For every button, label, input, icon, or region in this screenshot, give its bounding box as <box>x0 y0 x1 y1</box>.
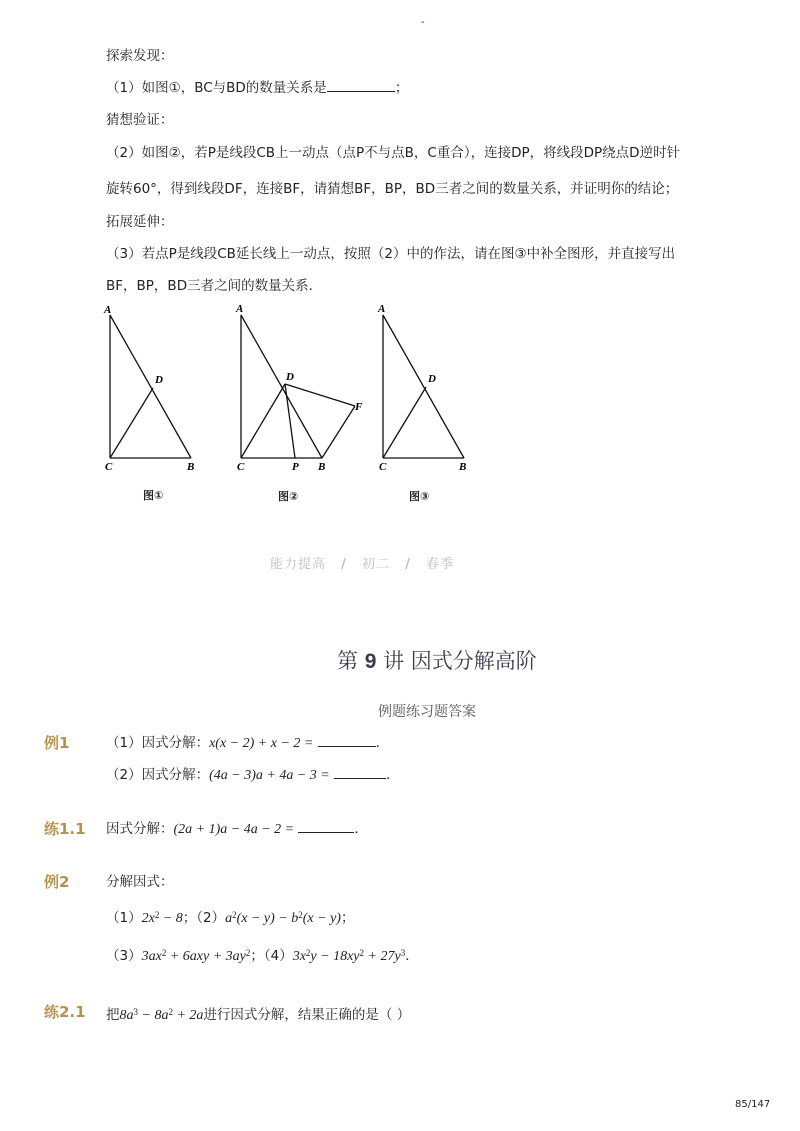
example-2-row-2 <box>106 947 419 966</box>
problem-end: ． <box>386 767 400 783</box>
part-number: （1） <box>106 910 142 926</box>
figure-2-triangle <box>241 315 355 458</box>
header-mark: - <box>421 17 425 28</box>
problem-prefix: （1）因式分解： <box>106 735 210 751</box>
figure-3-caption: 图③ <box>409 490 430 503</box>
extend-heading: 拓展延伸： <box>106 214 174 230</box>
problem-suffix: 进行因式分解，结果正确的是（ ） <box>203 1007 411 1023</box>
example-1-label: 例1 <box>44 734 70 752</box>
question-3-line-2: BF，BP，BD三者之间的数量关系． <box>106 278 323 294</box>
practice-2-1 <box>106 1006 410 1025</box>
problem-end: ． <box>375 735 390 751</box>
separator: ； <box>340 910 355 926</box>
fig3-label-b: B <box>459 461 467 473</box>
page-number: 85/147 <box>735 1099 771 1110</box>
breadcrumb-level: 能力提高 <box>270 557 327 572</box>
fig2-label-b: B <box>318 461 326 473</box>
verify-heading: 猜想验证： <box>106 112 174 128</box>
lecture-title-prefix: 第 <box>337 649 358 673</box>
math-expression: x(x − 2) + x − 2 = <box>209 736 314 751</box>
lecture-title-suffix: 讲 因式分解高阶 <box>383 649 537 673</box>
fig3-label-c: C <box>379 461 387 473</box>
problem-end: ． <box>405 948 419 964</box>
practice-1-1-label: 练1.1 <box>44 820 86 838</box>
breadcrumb-season: 春季 <box>426 557 455 572</box>
example-2-label: 例2 <box>44 873 70 891</box>
math-expression: $a^2(x - y) - b^2(x - y)$ <box>225 910 341 926</box>
part-number: （3） <box>106 948 142 964</box>
figure-1-caption: 图① <box>143 489 164 502</box>
explore-heading: 探索发现： <box>106 48 174 64</box>
question-1 <box>106 79 408 97</box>
question-1-text: （1）如图①，BC与BD的数量关系是 <box>106 80 327 96</box>
fig2-label-f: F <box>355 401 363 413</box>
fig1-label-c: C <box>105 461 113 473</box>
example-1-part-1 <box>106 734 389 753</box>
figure-2-caption: 图② <box>278 490 299 503</box>
math-expression: (2a + 1)a − 4a − 2 = <box>173 822 295 837</box>
separator: ； <box>250 948 264 964</box>
example-2-row-1 <box>106 909 354 928</box>
math-expression: (4a − 3)a + 4a − 3 = <box>209 768 330 783</box>
math-expression: $8a^3 - 8a^2 + 2a$ <box>119 1007 204 1023</box>
practice-1-1 <box>106 820 368 839</box>
lecture-subtitle: 例题练习题答案 <box>378 704 476 720</box>
problem-prefix: （2）因式分解： <box>106 767 210 783</box>
figure-1-triangle <box>110 315 191 458</box>
part-number: （4） <box>263 948 293 964</box>
fig2-label-p: P <box>292 461 299 473</box>
fig1-label-d: D <box>155 374 163 386</box>
fig1-label-a: A <box>104 304 112 316</box>
question-2-line-1: （2）如图②，若P是线段CB上一动点（点P不与点B，C重合），连接DP，将线段DP绕点D逆时针 <box>106 145 681 161</box>
question-1-end: ； <box>394 80 409 96</box>
lecture-title <box>337 645 537 675</box>
math-expression: $3ax^2 + 6axy + 3ay^2$ <box>141 948 251 964</box>
problem-prefix: 因式分解： <box>106 821 174 837</box>
question-3-line-1: （3）若点P是线段CB延长线上一动点，按照（2）中的作法，请在图③中补全图形，并直接写出 <box>106 246 676 262</box>
fig3-label-a: A <box>378 303 386 315</box>
fig2-label-c: C <box>237 461 245 473</box>
math-expression: $2x^2 - 8$ <box>141 910 183 926</box>
fig3-label-d: D <box>428 373 436 385</box>
part-number: （2） <box>196 910 226 926</box>
answer-blank <box>298 820 354 833</box>
figure-3-triangle <box>383 315 464 458</box>
example-2-heading: 分解因式： <box>106 874 174 890</box>
answer-blank <box>318 734 376 747</box>
separator: ； <box>182 910 197 926</box>
problem-end: ． <box>354 821 368 837</box>
fig2-label-d: D <box>286 371 294 383</box>
fig2-label-a: A <box>236 303 244 315</box>
problem-prefix: 把 <box>106 1007 120 1023</box>
breadcrumb-separator: / <box>341 557 347 572</box>
answer-blank <box>327 79 395 92</box>
practice-2-1-label: 练2.1 <box>44 1003 86 1021</box>
breadcrumb-grade: 初二 <box>362 557 391 572</box>
question-2-line-2: 旋转60°，得到线段DF，连接BF，请猜想BF，BP，BD三者之间的数量关系，并证明你的结论； <box>106 181 679 197</box>
breadcrumb-separator: / <box>405 557 411 572</box>
lecture-number: 9 <box>364 650 377 673</box>
fig1-label-b: B <box>187 461 195 473</box>
answer-blank <box>334 766 386 779</box>
example-1-part-2 <box>106 766 400 785</box>
geometry-figures <box>95 298 495 508</box>
math-expression: $3x^2y - 18xy^2 + 27y^3$ <box>292 948 406 964</box>
course-breadcrumb <box>270 553 454 572</box>
